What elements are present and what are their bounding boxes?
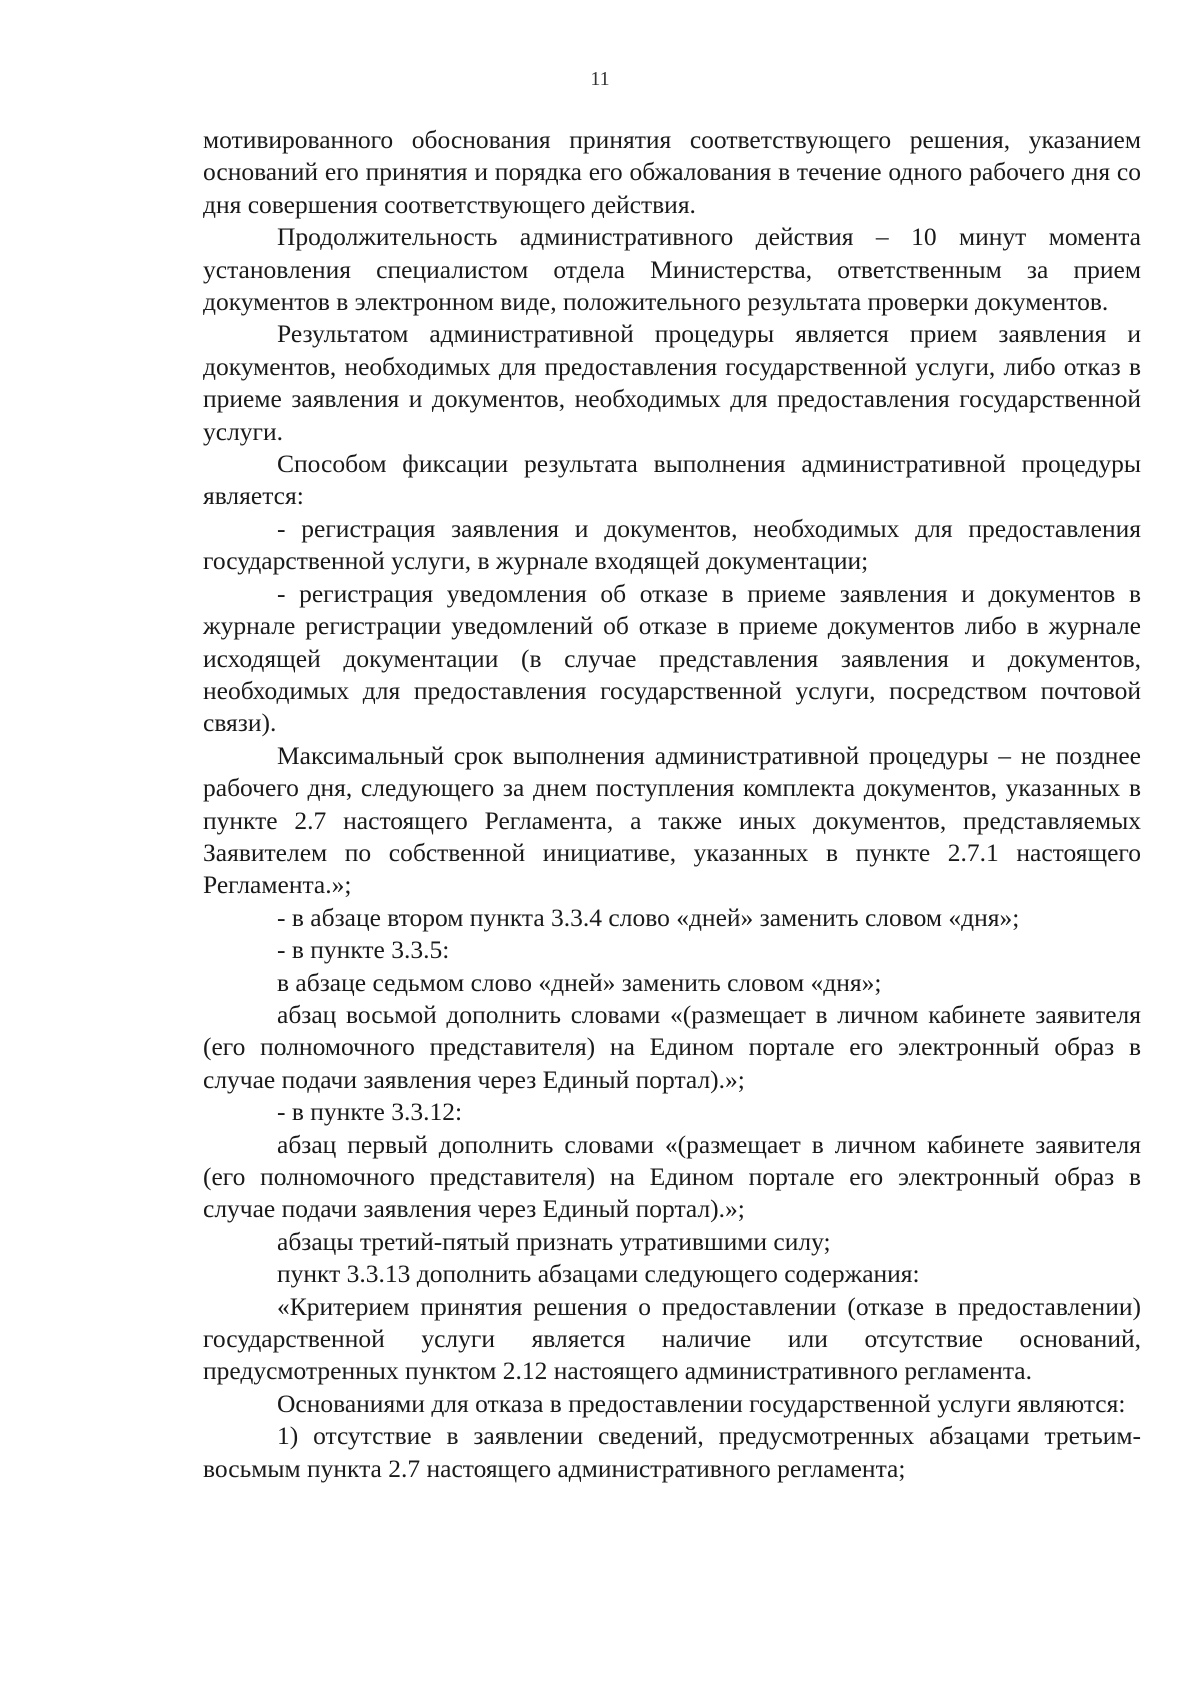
paragraph-max-term: Максимальный срок выполнения административной процедуры – не позднее рабочего дня, следующего за днем поступления комплекта документов, указанных в пункте 2.7 настоящего Регламента, а также иных документов, представляемых Заявителем по собственной инициативе, указанных в пункте 2.7.1 настоящего Регламента.»; bbox=[203, 740, 1141, 900]
amendment-3-3-5-heading: - в пункте 3.3.5: bbox=[277, 935, 450, 965]
amendment-3-3-13-heading: пункт 3.3.13 дополнить абзацами следующего содержания: bbox=[277, 1259, 920, 1289]
list-item-refusal-ground-1: 1) отсутствие в заявлении сведений, предусмотренных абзацами третьим-восьмым пункта 2.7 настоящего административного регламента; bbox=[203, 1421, 1141, 1483]
paragraph-decision-notice: мотивированного обоснования принятия соответствующего решения, указанием оснований его принятия и порядка его обжалования в течение одного рабочего дня со дня совершения соответствующего действия. bbox=[203, 125, 1141, 219]
amendment-3-3-4: - в абзаце втором пункта 3.3.4 слово «дней» заменить словом «дня»; bbox=[277, 902, 1020, 932]
amendment-3-3-5-eighth: абзац восьмой дополнить словами «(размещает в личном кабинете заявителя (его полномочного представителя) на Едином портале его электронный образ в случае подачи заявления через Единый портал).»; bbox=[203, 999, 1141, 1094]
list-item-registration-refusal: - регистрация уведомления об отказе в приеме заявления и документов в журнале регистрации уведомлений об отказе в приеме документов либо в журнале исходящей документации (в случае представления заявления и документов, необходимых для предоставления государственной услуги, посредством почтовой связи). bbox=[203, 578, 1141, 738]
document-body bbox=[203, 124, 1141, 1485]
amendment-3-3-5-seventh: в абзаце седьмом слово «дней» заменить словом «дня»; bbox=[277, 967, 882, 997]
amendment-3-3-12-repeal: абзацы третий-пятый признать утратившими силу; bbox=[277, 1226, 831, 1256]
paragraph-refusal-grounds: Основаниями для отказа в предоставлении государственной услуги являются: bbox=[277, 1388, 1126, 1418]
paragraph-procedure-result: Результатом административной процедуры является прием заявления и документов, необходимых для предоставления государственной услуги, либо отказ в приеме заявления и документов, необходимых для предоставления государственной услуги. bbox=[203, 319, 1141, 446]
amendment-3-3-12-heading: - в пункте 3.3.12: bbox=[277, 1097, 463, 1127]
paragraph-result-fixation: Способом фиксации результата выполнения административной процедуры является: bbox=[203, 449, 1141, 511]
list-item-registration-application: - регистрация заявления и документов, необходимых для предоставления государственной услуги, в журнале входящей документации; bbox=[203, 513, 1141, 576]
paragraph-action-duration: Продолжительность административного действия – 10 минут момента установления специалистом отдела Министерства, ответственным за прием документов в электронном виде, положительного результата проверки документов. bbox=[203, 222, 1141, 317]
amendment-3-3-12-first: абзац первый дополнить словами «(размещает в личном кабинете заявителя (его полномочного представителя) на Едином портале его электронный образ в случае подачи заявления через Единый портал).»; bbox=[203, 1129, 1141, 1224]
paragraph-decision-criterion: «Критерием принятия решения о предоставлении (отказе в предоставлении) государственной услуги является наличие или отсутствие оснований, предусмотренных пунктом 2.12 настоящего административного регламента. bbox=[203, 1291, 1141, 1386]
page-number: 11 bbox=[590, 68, 610, 90]
